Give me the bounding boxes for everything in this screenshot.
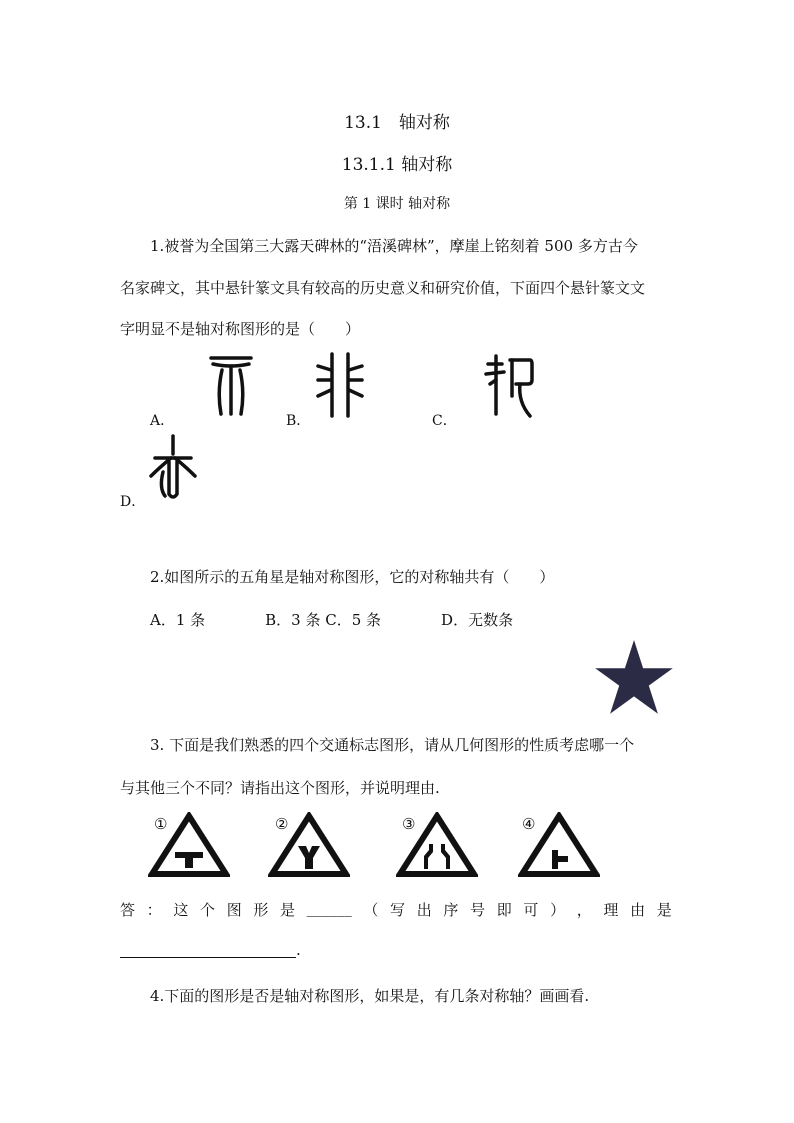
q1-option-c-label: C． <box>432 413 457 429</box>
answer-char: 理 <box>603 901 619 919</box>
section-title: 13.1 轴对称 <box>344 113 450 133</box>
answer-char: 序 <box>443 901 459 919</box>
answer-char: ） <box>550 901 566 919</box>
lesson-title: 第 1 课时 轴对称 <box>343 196 451 212</box>
q2-options: A．1 条 B．3 条 C．5 条 D．无数条 <box>150 611 514 629</box>
reason-period: . <box>296 941 301 959</box>
seal-char-a-image <box>205 352 257 420</box>
answer-char: 图 <box>226 901 242 919</box>
traffic-sign-4 <box>518 812 600 878</box>
q1-option-b-label: B． <box>286 413 311 429</box>
answer-char: 是 <box>656 901 672 919</box>
answer-char: 写 <box>390 901 406 919</box>
answer-char: 可 <box>523 901 539 919</box>
answer-char: 个 <box>200 901 216 919</box>
traffic-sign-1 <box>148 812 230 878</box>
answer-char: （ <box>363 901 379 919</box>
q1-line-2: 名家碑文，其中悬针篆文具有较高的历史意义和研究价值，下面四个悬针篆文文 <box>120 279 646 297</box>
q4-stem: 4.下面的图形是否是轴对称图形，如果是，有几条对称轴？画画看. <box>150 987 590 1005</box>
traffic-sign-3 <box>396 812 478 878</box>
sign-3-label: ③ <box>402 815 416 833</box>
q3-line-1: 3. 下面是我们熟悉的四个交通标志图形，请从几何图形的性质考虑哪一个 <box>150 736 635 754</box>
answer-char: 形 <box>253 901 269 919</box>
q3-line-2: 与其他三个不同？请指出这个图形，并说明理由. <box>120 779 440 797</box>
seal-char-d-image <box>145 432 201 502</box>
sign-1-label: ① <box>154 815 168 833</box>
answer-blank[interactable]: ______ <box>306 899 352 917</box>
answer-char: ： <box>146 901 162 919</box>
answer-char: 号 <box>470 901 486 919</box>
answer-char: 出 <box>416 901 432 919</box>
sign-2-label: ② <box>275 815 289 833</box>
answer-char: ， <box>576 901 592 919</box>
q1-line-1: 1.被誉为全国第三大露天碑林的“浯溪碑林”，摩崖上铭刻着 500 多方古今 <box>150 237 638 255</box>
answer-char: 由 <box>630 901 646 919</box>
answer-char: 这 <box>173 901 189 919</box>
traffic-sign-2 <box>268 812 350 878</box>
subsection-title: 13.1.1 轴对称 <box>341 155 453 175</box>
seal-char-c-image <box>482 350 538 420</box>
reason-answer-blank[interactable] <box>120 957 296 958</box>
q1-line-3: 字明显不是轴对称图形的是（ ） <box>120 320 361 338</box>
answer-char: 答 <box>120 901 136 919</box>
sign-4-label: ④ <box>522 815 536 833</box>
q2-stem: 2.如图所示的五角星是轴对称图形，它的对称轴共有（ ） <box>150 568 555 586</box>
q1-option-d-label: D． <box>120 494 146 510</box>
answer-char: 即 <box>496 901 512 919</box>
five-pointed-star-image <box>594 638 674 718</box>
answer-char: 是 <box>280 901 296 919</box>
seal-char-b-image <box>312 350 368 420</box>
q1-option-a-label: A． <box>150 413 175 429</box>
q3-answer-line <box>120 899 672 920</box>
